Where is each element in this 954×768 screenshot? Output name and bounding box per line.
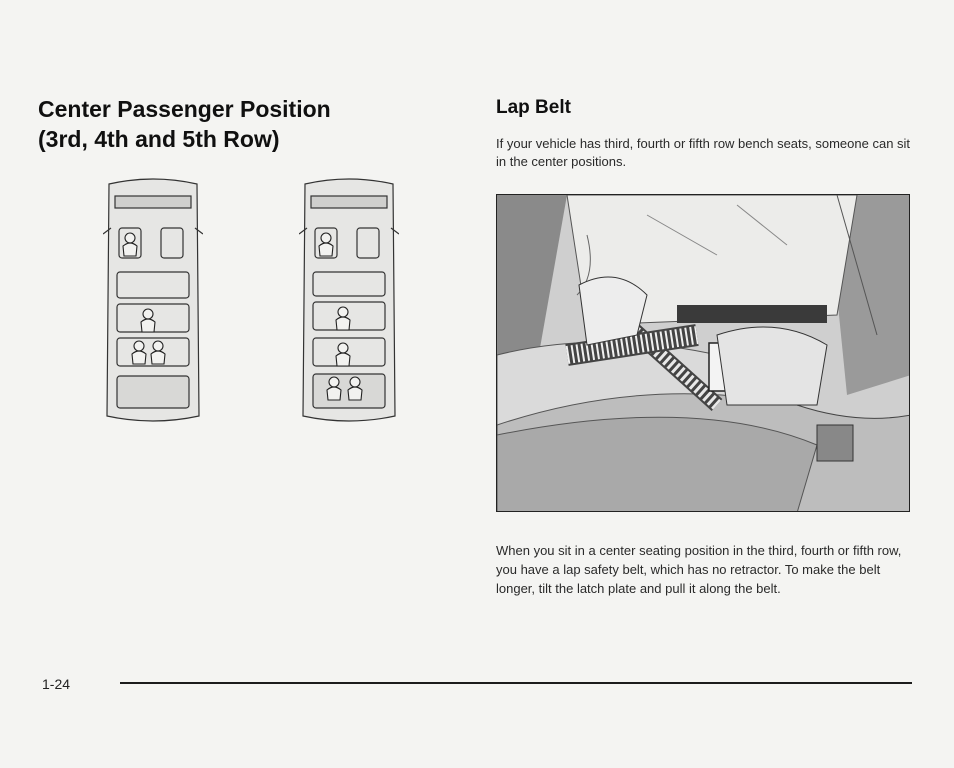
van-seating-diagram-icon (299, 176, 399, 428)
section-heading-line2: (3rd, 4th and 5th Row) (38, 126, 280, 152)
body-paragraph: When you sit in a center seating position in the third, fourth or fifth row, you have a lap safety belt, which has no retractor. To make the belt longer, tilt the latch plate and pull it along the belt. (496, 543, 902, 596)
van-seating-diagram-icon (103, 176, 203, 428)
footer-divider (120, 682, 912, 684)
page-number: 1-24 (42, 676, 71, 692)
lap-belt-adjustment-illustration (496, 194, 910, 512)
lap-belt-heading: Lap Belt (496, 97, 571, 118)
lap-belt-drawing (497, 195, 910, 512)
section-heading (38, 94, 438, 154)
section-heading-line1: Center Passenger Position (38, 96, 331, 122)
intro-paragraph: If your vehicle has third, fourth or fifth row bench seats, someone can sit in the center positions. (496, 136, 911, 169)
